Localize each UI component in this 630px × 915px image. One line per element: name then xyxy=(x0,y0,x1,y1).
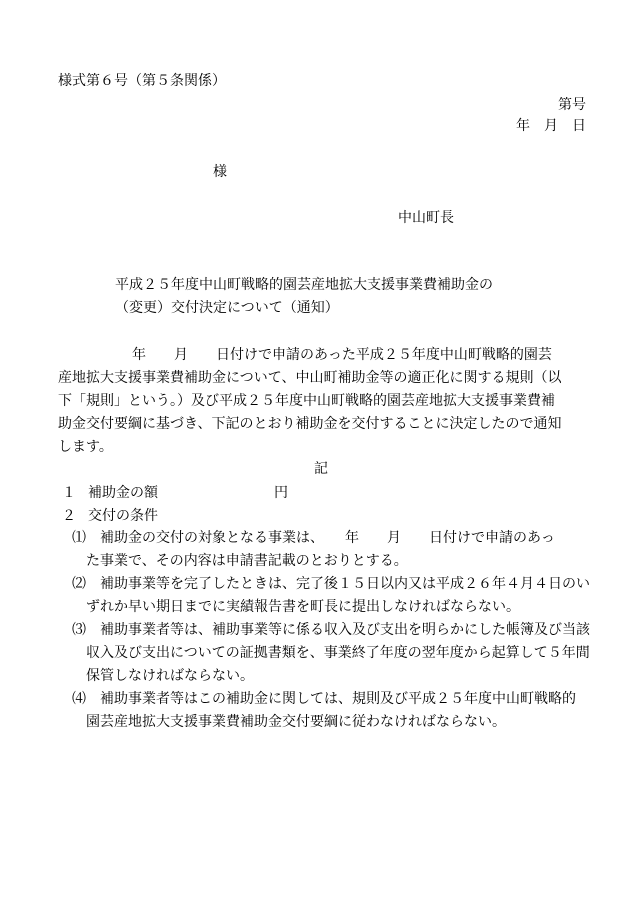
condition4-line-1: 補助事業者等はこの補助金に関しては、規則及び平成２５年度中山町戦略的 xyxy=(100,691,576,707)
condition2-line-2: ずれか早い期日までに実績報告書を町長に提出しなければならない。 xyxy=(86,599,520,615)
condition2-line-1: 補助事業等を完了したときは、完了後１５日以内又は平成２６年４月４日のい xyxy=(100,576,590,592)
sender-name: 中山町長 xyxy=(398,210,454,226)
title-line-2: （変更）交付決定について（通知） xyxy=(115,300,339,316)
condition2-number: ⑵ xyxy=(72,576,86,592)
item2-number: ２ xyxy=(62,508,76,524)
recipient-honorific: 様 xyxy=(213,164,227,180)
condition1-number: ⑴ xyxy=(72,530,86,546)
body-line-5: します。 xyxy=(58,439,113,455)
condition1-line-2: た事業で、その内容は申請書記載のとおりとする。 xyxy=(86,553,408,569)
condition4-number: ⑷ xyxy=(72,691,86,707)
condition1-line-1: 補助金の交付の対象となる事業は、 年 月 日付けで申請のあっ xyxy=(100,530,555,546)
body-line-4: 助金交付要綱に基づき、下記のとおり補助金を交付することに決定したので通知 xyxy=(58,416,562,432)
item1-number: １ xyxy=(62,485,76,501)
document-number: 第号 xyxy=(558,97,586,113)
ki-heading: 記 xyxy=(314,461,328,477)
body-line-3: 下「規則」という。）及び平成２５年度中山町戦略的園芸産地拡大支援事業費補 xyxy=(58,393,555,409)
document-date: 年 月 日 xyxy=(516,118,586,134)
body-line-2: 産地拡大支援事業費補助金について、中山町補助金等の適正化に関する規則（以 xyxy=(58,370,562,386)
condition3-line-2: 収入及び支出についての証拠書類を、事業終了年度の翌年度から起算して５年間 xyxy=(86,645,590,661)
item1-unit: 円 xyxy=(274,485,288,501)
item2-label: 交付の条件 xyxy=(88,508,158,524)
condition3-number: ⑶ xyxy=(72,622,86,638)
item1-label: 補助金の額 xyxy=(88,485,158,501)
body-line-1: 年 月 日付けで申請のあった平成２５年度中山町戦略的園芸 xyxy=(132,347,552,363)
form-label: 様式第６号（第５条関係） xyxy=(58,73,226,89)
title-line-1: 平成２５年度中山町戦略的園芸産地拡大支援事業費補助金の xyxy=(115,277,493,293)
condition3-line-1: 補助事業者等は、補助事業等に係る収入及び支出を明らかにした帳簿及び当該 xyxy=(100,622,590,638)
condition4-line-2: 園芸産地拡大支援事業費補助金交付要綱に従わなければならない。 xyxy=(86,714,506,730)
condition3-line-3: 保管しなければならない。 xyxy=(86,668,254,684)
